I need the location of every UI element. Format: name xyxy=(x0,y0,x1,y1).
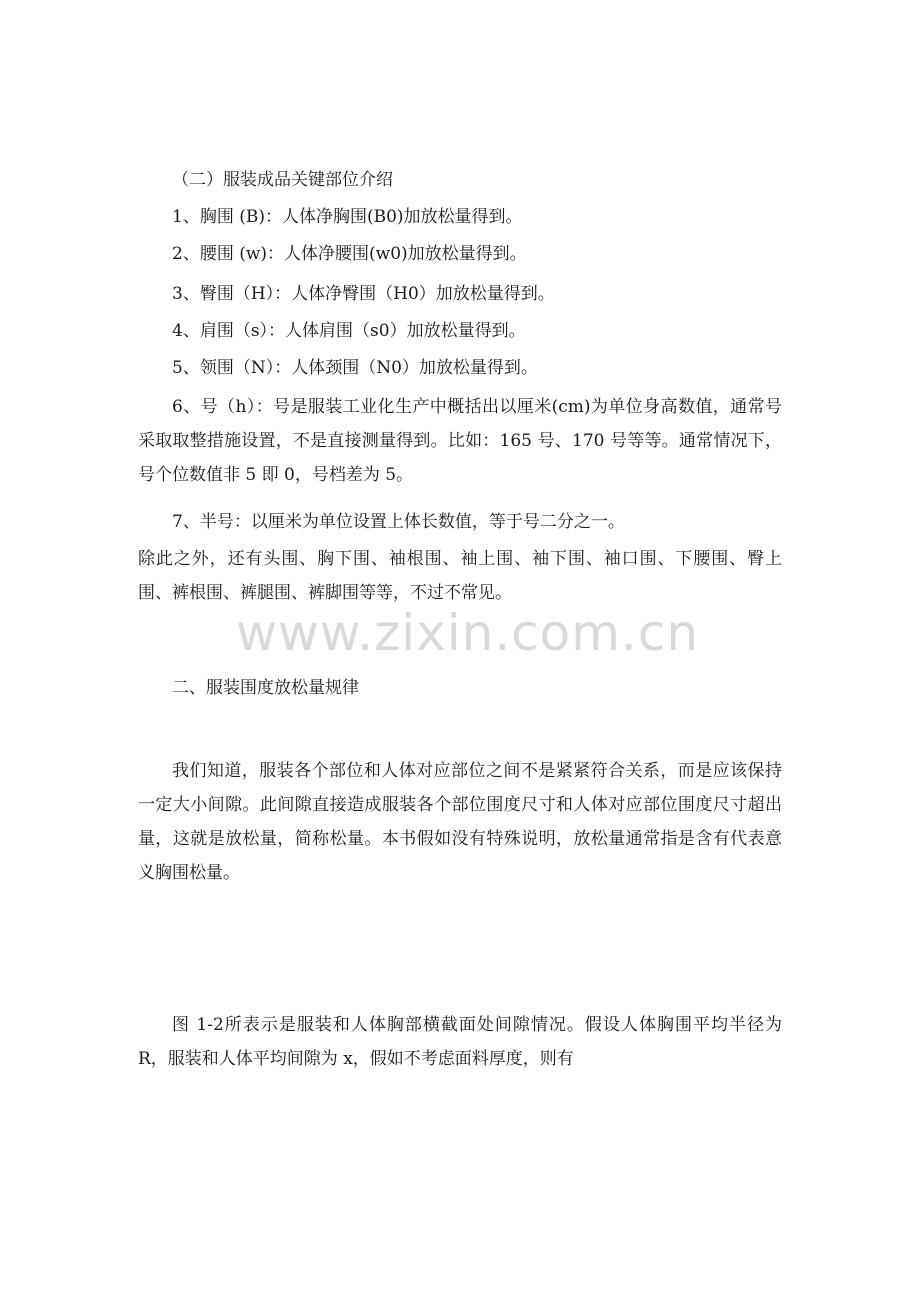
list-item-size-number: 6、号（h）：号是服装工业化生产中概括出以厘米(cm)为单位身高数值，通常号采取取整措施设置，不是直接测量得到。比如：165 号、170 号等等。通常情况下，号个位数值非 5 即 0，号档差为 5。 xyxy=(138,397,782,485)
list-item-bust: 1、胸围 (B)：人体净胸围(B0)加放松量得到。 xyxy=(172,207,523,227)
watermark-text: www.zixin.com.cn xyxy=(236,604,700,662)
list-item-waist: 2、腰围 (w)：人体净腰围(w0)加放松量得到。 xyxy=(172,244,527,264)
list-item-neck: 5、领围（N）：人体颈围（N0）加放松量得到。 xyxy=(172,358,538,378)
list-item-hip: 3、臀围（H）：人体净臀围（H0）加放松量得到。 xyxy=(172,284,555,304)
ease-definition-paragraph: 我们知道，服装各个部位和人体对应部位之间不是紧紧符合关系，而是应该保持一定大小间隙。此间隙直接造成服装各个部位围度尺寸和人体对应部位围度尺寸超出量，这就是放松量，简称松量。本书假如没有特殊说明，放松量通常指是含有代表意义胸围松量。 xyxy=(138,761,782,883)
extra-parts-paragraph: 除此之外，还有头围、胸下围、袖根围、袖上围、袖下围、袖口围、下腰围、臀上围、裤根围、裤腿围、裤脚围等等，不过不常见。 xyxy=(138,549,782,603)
list-item-half-size: 7、半号：以厘米为单位设置上体长数值，等于号二分之一。 xyxy=(172,512,625,532)
figure-description-paragraph: 图 1-2所表示是服装和人体胸部横截面处间隙情况。假设人体胸围平均半径为 R，服装和人体平均间隙为 x，假如不考虑面料厚度，则有 xyxy=(138,1015,782,1069)
subheading: （二）服装成品关键部位介绍 xyxy=(172,170,393,190)
list-item-shoulder: 4、肩围（s）：人体肩围（s0）加放松量得到。 xyxy=(172,321,526,341)
section-heading: 二、服装围度放松量规律 xyxy=(172,678,359,698)
